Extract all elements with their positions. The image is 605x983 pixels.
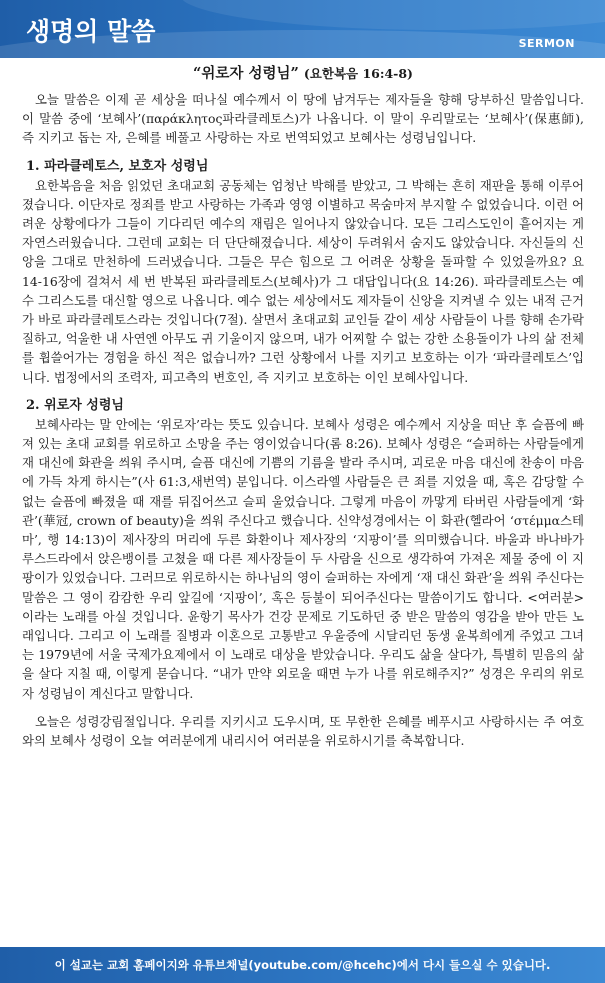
section-1-title: 1. 파라클레토스, 보호자 성령님 [26,158,209,174]
sermon-title: “위로자 성령님” [193,65,299,82]
footer-notice: 이 설교는 교회 홈페이지와 유튜브채널(youtube.com/@hcehc)에서 다시 들으실 수 있습니다. [0,947,605,983]
sermon-label: SERMON [518,37,575,50]
section-1-paragraph: 요한복음을 처음 읽었던 초대교회 공동체는 엄청난 박해를 받았고, 그 박해는 흔히 재판을 통해 이루어졌습니다. 이단자로 정죄를 받고 사랑하는 가족과 영영 이별하고 목숨마저 부지할 수 없었습니다. 이런 어려운 상황에다가 그들이 기다리던 예수의 재림은 일어나지 않았습니다. 모든 그리스도인이 흩어지는 게 자연스러웠습니다. 그런데 교회는 더 단단해졌습니다. 세상이 두려워서 숨지도 않았습니다. 자신들의 신앙을 그대로 만천하에 드러냈습니다. 그들은 무슨 힘으로 그 어려운 상황을 돌파할 수 있었을까요? 요 14-16장에 걸쳐서 세 번 반복된 파라클레토스(보혜사)가 그 대답입니다(요 14:26). 파라클레토스는 예수 그리스도를 대신할 영으로 나옵니다. 예수 없는 세상에서도 제자들이 신앙을 지켜낼 수 있는 내적 근거가 바로 파라클레토스라는 것입니다(7절). 살면서 초대교회 교인들 같이 세상 사람들이 나를 향해 손가락질하고, 억울한 내 사연엔 아무도 귀 기울이지 않으며, 내가 어찌할 수 없는 강한 소용돌이가 나의 삶 전체를 휩쓸어가는 경험을 하신 적은 없습니까? 그런 상황에서 나를 지키고 보호하는 이가 ‘파라클레토스’입니다. 법정에서의 조력자, 피고측의 변호인, 즉 지키고 보호하는 이인 보혜사입니다. [22,177,584,385]
sermon-heading [22,64,584,84]
page-title: 생명의 말씀 [26,17,156,46]
page-header [0,0,605,58]
closing-paragraph: 오늘은 성령강림절입니다. 우리를 지키시고 도우시며, 또 무한한 은혜를 베푸시고 사랑하시는 주 여호와의 보혜사 성령이 오늘 여러분에게 내리시어 여러분을 위로하시기를 축복합니다. [22,713,584,749]
section-2-title: 2. 위로자 성령님 [26,397,124,413]
sermon-content [22,64,584,944]
scripture-reference: (요한복음 16:4-8) [303,66,413,81]
paragraph-gap [22,703,584,712]
section-2-paragraph: 보혜사라는 말 안에는 ‘위로자’라는 뜻도 있습니다. 보혜사 성령은 예수께서 지상을 떠난 후 슬픔에 빠져 있는 초대 교회를 위로하고 소망을 주는 영이었습니다(롬 8:26). 보혜사 성령은 “슬퍼하는 사람들에게 재 대신에 화관을 씌워 주시며, 슬픔 대신에 기쁨의 기름을 발라 주시며, 괴로운 마음 대신에 찬송이 마음에 가득 차게 하시는”(사 61:3,새번역) 분입니다. 이스라엘 사람들은 큰 죄를 지었을 때, 혹은 감당할 수 없는 슬픔에 빠졌을 때 재를 뒤집어쓰고 슬피 울었습니다. 그렇게 마음이 까맣게 타버린 사람들에게 ‘화관’(華冠, crown of beauty)을 씌워 주신다고 했습니다. 신약성경에서는 이 화관(헬라어 ‘στέμμα스테마’, 행 14:13)이 제사장의 머리에 두른 화환이나 제사장의 ‘지팡이’를 의미했습니다. 바울과 바나바가 루스드라에서 앉은뱅이를 고쳤을 때 다른 제사장들이 두 사람을 신으로 생각하여 가져온 제물 중에 이 지팡이가 있었습니다. 그러므로 위로하시는 하나님의 영이 슬퍼하는 자에게 ‘재 대신 화관’을 씌워 주신다는 말씀은 그 영이 캄캄한 우리 앞길에 ‘지팡이’, 혹은 등불이 되어주신다는 말씀이기도 합니다. <여러분>이라는 노래를 아실 것입니다. 윤항기 목사가 건강 문제로 기도하던 중 받은 말씀의 영감을 받아 만든 노래입니다. 그리고 이 노래를 질병과 이혼으로 고통받고 우울증에 시달리던 동생 윤복희에게 주었고 그녀는 1979년에 서울 국제가요제에서 이 노래로 대상을 받았습니다. 우리도 삶을 살다가, 특별히 믿음의 삶을 살다 지칠 때, 이렇게 묻습니다. “내가 만약 외로울 때면 누가 나를 위로해주지?” 성경은 우리의 위로자 성령님이 계신다고 말합니다. [22,416,584,701]
header-wave-decoration-2 [180,0,605,30]
intro-paragraph: 오늘 말씀은 이제 곧 세상을 떠나실 예수께서 이 땅에 남겨두는 제자들을 향해 당부하신 말씀입니다. 이 말씀 중에 ‘보혜사’(παράκλητος파라클레토스)가 나옵니다. 이 말이 우리말로는 ‘보혜사’(保惠師), 즉 지키고 돕는 자, 은혜를 베풀고 사랑하는 자로 번역되었고 보혜사는 성령님입니다. [22,92,584,146]
